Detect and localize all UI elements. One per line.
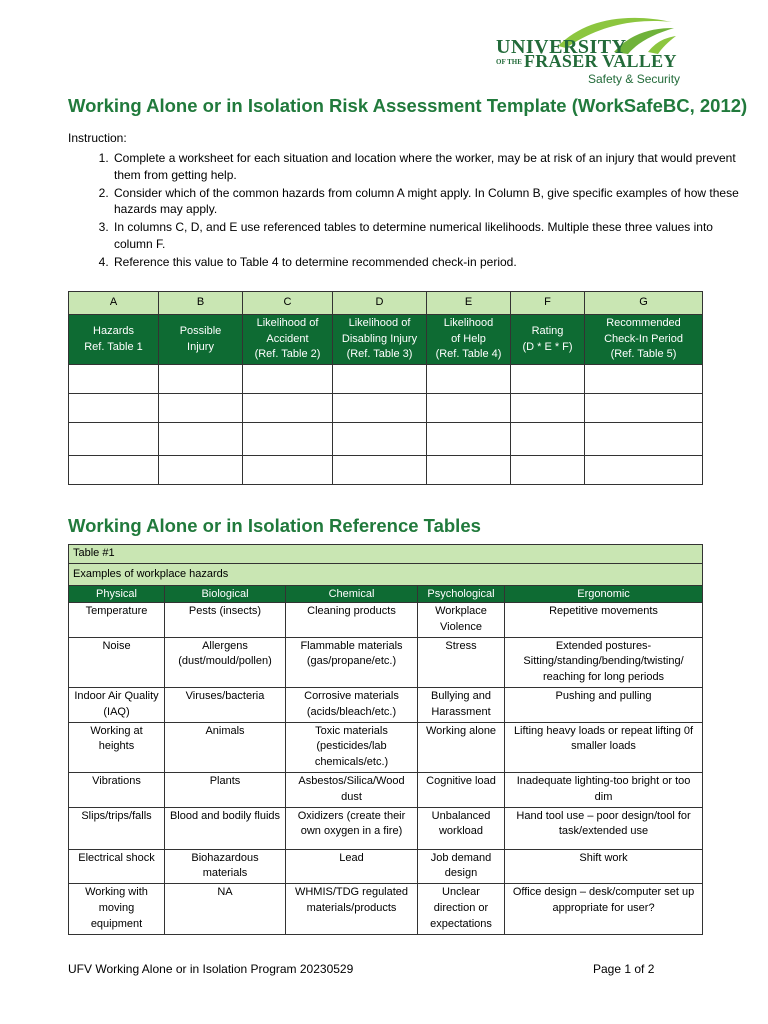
instruction-label: Instruction: xyxy=(68,131,127,145)
hazard-examples-table xyxy=(68,544,703,935)
page-title: Working Alone or in Isolation Risk Assessment Template (WorkSafeBC, 2012) xyxy=(68,95,748,116)
column-letter: G xyxy=(585,292,703,315)
table-cell: Vibrations xyxy=(69,772,165,807)
worksheet-row xyxy=(69,456,703,485)
worksheet-cell[interactable] xyxy=(333,365,427,394)
hazard-category-header-row xyxy=(69,586,703,603)
table-cell: Pushing and pulling xyxy=(505,687,703,722)
header-rating: Rating (D * E * F) xyxy=(511,315,585,365)
worksheet-cell[interactable] xyxy=(427,423,511,456)
table-cell: Biohazardous materials xyxy=(165,849,286,884)
table-row xyxy=(69,807,703,849)
instruction-list xyxy=(68,150,752,272)
table-row xyxy=(69,687,703,722)
table-cell: Corrosive materials (acids/bleach/etc.) xyxy=(286,687,418,722)
table-cell: Slips/trips/falls xyxy=(69,807,165,849)
table-cell: Cognitive load xyxy=(418,772,505,807)
worksheet-cell[interactable] xyxy=(333,456,427,485)
worksheet-row xyxy=(69,365,703,394)
column-letter: E xyxy=(427,292,511,315)
table-cell: Unbalanced workload xyxy=(418,807,505,849)
table-cell: Viruses/bacteria xyxy=(165,687,286,722)
logo-safety-security: Safety & Security xyxy=(588,72,681,86)
table-cell: Working alone xyxy=(418,722,505,772)
category-psychological: Psychological xyxy=(418,586,505,603)
header-check-in-period: Recommended Check-In Period (Ref. Table 5) xyxy=(585,315,703,365)
table-cell: Office design – desk/computer set up appropriate for user? xyxy=(505,884,703,934)
instruction-item: 2. Consider which of the common hazards from column A might apply. In Column B, give specific examples of how these hazards may apply. xyxy=(112,185,752,218)
header-likelihood-accident: Likelihood of Accident (Ref. Table 2) xyxy=(243,315,333,365)
table-cell: Stress xyxy=(418,637,505,687)
instruction-item: 3. In columns C, D, and E use referenced tables to determine numerical likelihoods. Multiple these three values into column F. xyxy=(112,219,752,252)
worksheet-cell[interactable] xyxy=(511,423,585,456)
worksheet-cell[interactable] xyxy=(427,456,511,485)
column-letter-row xyxy=(69,292,703,315)
table-cell: Inadequate lighting-too bright or too dim xyxy=(505,772,703,807)
column-letter: F xyxy=(511,292,585,315)
logo-of-the: OF THE xyxy=(496,58,522,66)
column-header-row xyxy=(69,315,703,365)
header-possible-injury: Possible Injury xyxy=(159,315,243,365)
worksheet-cell[interactable] xyxy=(69,423,159,456)
worksheet-cell[interactable] xyxy=(243,456,333,485)
table-row xyxy=(69,849,703,884)
header-hazards: Hazards Ref. Table 1 xyxy=(69,315,159,365)
instruction-item: 1. Complete a worksheet for each situation and location where the worker, may be at risk of an injury that would prevent them from getting help. xyxy=(112,150,752,183)
table-cell: Toxic materials (pesticides/lab chemicals/etc.) xyxy=(286,722,418,772)
logo-university: UNIVERSITY xyxy=(496,36,627,58)
worksheet-cell[interactable] xyxy=(427,365,511,394)
table-cell: Working with moving equipment xyxy=(69,884,165,934)
table-row xyxy=(69,637,703,687)
table-cell: Plants xyxy=(165,772,286,807)
table-cell: Pests (insects) xyxy=(165,603,286,638)
column-letter: A xyxy=(69,292,159,315)
instruction-item: 4. Reference this value to Table 4 to determine recommended check-in period. xyxy=(112,254,752,271)
worksheet-cell[interactable] xyxy=(333,394,427,423)
column-letter: B xyxy=(159,292,243,315)
worksheet-cell[interactable] xyxy=(333,423,427,456)
table-cell: Lead xyxy=(286,849,418,884)
table-cell: Animals xyxy=(165,722,286,772)
table-cell: Electrical shock xyxy=(69,849,165,884)
table-cell: Oxidizers (create their own oxygen in a fire) xyxy=(286,807,418,849)
header-likelihood-disabling-injury: Likelihood of Disabling Injury (Ref. Table 3) xyxy=(333,315,427,365)
table-cell: Blood and bodily fluids xyxy=(165,807,286,849)
table-cell: Allergens (dust/mould/pollen) xyxy=(165,637,286,687)
category-ergonomic: Ergonomic xyxy=(505,586,703,603)
worksheet-cell[interactable] xyxy=(511,365,585,394)
worksheet-cell[interactable] xyxy=(159,365,243,394)
table-cell: Noise xyxy=(69,637,165,687)
table-cell: Bullying and Harassment xyxy=(418,687,505,722)
table-cell: Repetitive movements xyxy=(505,603,703,638)
table-cell: Lifting heavy loads or repeat lifting 0f smaller loads xyxy=(505,722,703,772)
table-cell: Unclear direction or expectations xyxy=(418,884,505,934)
worksheet-cell[interactable] xyxy=(159,394,243,423)
category-chemical: Chemical xyxy=(286,586,418,603)
table-cell: Workplace Violence xyxy=(418,603,505,638)
table-row xyxy=(69,722,703,772)
worksheet-cell[interactable] xyxy=(511,456,585,485)
footer-program-name: UFV Working Alone or in Isolation Program 20230529 xyxy=(68,962,354,976)
table-cell: Extended postures- Sitting/standing/bending/twisting/ reaching for long periods xyxy=(505,637,703,687)
table-cell: Indoor Air Quality (IAQ) xyxy=(69,687,165,722)
worksheet-cell[interactable] xyxy=(511,394,585,423)
worksheet-cell[interactable] xyxy=(427,394,511,423)
column-letter: C xyxy=(243,292,333,315)
worksheet-cell[interactable] xyxy=(69,365,159,394)
table-cell: Working at heights xyxy=(69,722,165,772)
worksheet-cell[interactable] xyxy=(585,423,703,456)
table-cell: Job demand design xyxy=(418,849,505,884)
table-cell: Hand tool use – poor design/tool for task/extended use xyxy=(505,807,703,849)
worksheet-cell[interactable] xyxy=(243,423,333,456)
risk-worksheet-table xyxy=(68,291,703,485)
category-physical: Physical xyxy=(69,586,165,603)
table-cell: Flammable materials (gas/propane/etc.) xyxy=(286,637,418,687)
worksheet-row xyxy=(69,394,703,423)
table-row xyxy=(69,603,703,638)
column-letter: D xyxy=(333,292,427,315)
table-cell: WHMIS/TDG regulated materials/products xyxy=(286,884,418,934)
footer-page-number: Page 1 of 2 xyxy=(593,962,655,976)
table-subcaption: Examples of workplace hazards xyxy=(69,564,703,586)
table-cell: Temperature xyxy=(69,603,165,638)
header-likelihood-help: Likelihood of Help (Ref. Table 4) xyxy=(427,315,511,365)
table-cell: Asbestos/Silica/Wood dust xyxy=(286,772,418,807)
worksheet-cell[interactable] xyxy=(585,365,703,394)
table-cell: Cleaning products xyxy=(286,603,418,638)
reference-tables-title: Working Alone or in Isolation Reference Tables xyxy=(68,515,481,536)
worksheet-cell[interactable] xyxy=(243,394,333,423)
worksheet-cell[interactable] xyxy=(585,394,703,423)
logo-fraser-valley: FRASER VALLEY xyxy=(524,51,677,71)
table-caption: Table #1 xyxy=(69,545,703,564)
worksheet-cell[interactable] xyxy=(159,456,243,485)
table-cell: NA xyxy=(165,884,286,934)
worksheet-row xyxy=(69,423,703,456)
table-row xyxy=(69,884,703,934)
worksheet-cell[interactable] xyxy=(243,365,333,394)
ufv-logo xyxy=(494,12,684,92)
category-biological: Biological xyxy=(165,586,286,603)
worksheet-cell[interactable] xyxy=(585,456,703,485)
table-row xyxy=(69,772,703,807)
table-cell: Shift work xyxy=(505,849,703,884)
worksheet-cell[interactable] xyxy=(69,394,159,423)
worksheet-cell[interactable] xyxy=(69,456,159,485)
worksheet-cell[interactable] xyxy=(159,423,243,456)
